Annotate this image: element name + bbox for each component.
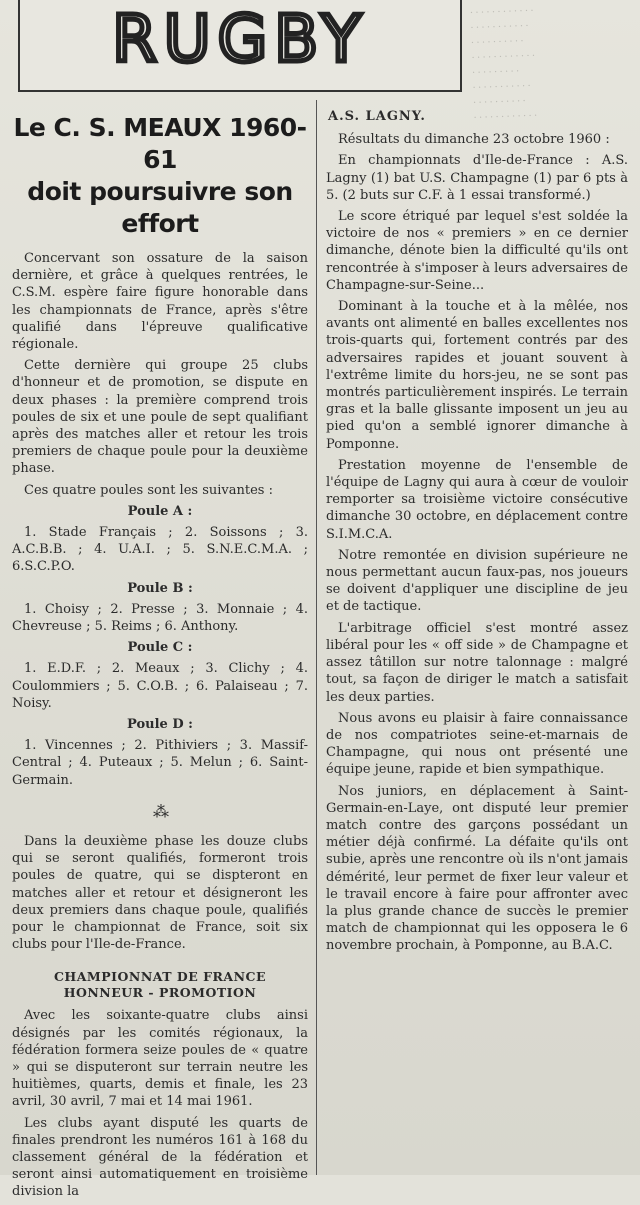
paragraph: Résultats du dimanche 23 octobre 1960 : (338, 132, 610, 148)
poule-d-title: Poule D : (127, 717, 193, 733)
article-lagny (326, 108, 628, 959)
poule-d-list: 1. Vincennes ; 2. Pithiviers ; 3. Massif-Central ; 4. Puteaux ; 5. Melun ; 6. Saint-Germain. (12, 738, 308, 788)
paragraph: Nos juniors, en déplacement à Saint-Germain-en-Laye, ont disputé leur premier match contre des garçons possédant un métier déjà confirmé. La défaite qu'ils ont subie, après une rencontre où ils n'ont jamais démérité, leur permet de fixer leur valeur et le travail encore à faire pour affronter avec la plus grande chance de succès le premier match de championnat qui les opposera le 6 novembre prochain, à Pomponne, au B.A.C. (326, 783, 628, 954)
paragraph: Ces quatre poules sont les suivantes : (24, 482, 273, 498)
section-heading-line-1: CHAMPIONNAT DE FRANCE (53, 969, 267, 985)
paragraph: Prestation moyenne de l'ensemble de l'équipe de Lagny qui aura à cœur de vouloir remporter sa troisième victoire consécutive dimanche 30 octobre, en déplacement contre S.I.M.C.A. (326, 457, 628, 542)
headline-line-1: Le C. S. MEAUX 1960-61 (13, 113, 307, 174)
paragraph: En championnats d'Ile-de-France : A.S. Lagny (1) bat U.S. Champagne (1) par 6 pts à 5. (2 buts sur C.F. à 1 essai transformé.) (326, 153, 628, 203)
headline-line-2: doit poursuivre son effort (27, 177, 293, 238)
poule-c-title: Poule C : (127, 640, 193, 656)
paragraph: Le score étriqué par lequel s'est soldée la victoire de nos « premiers » en ce dernier dimanche, dénote bien la difficulté qu'ils ont rencontrée à s'imposer à leurs adversaires de Champagne-sur-Seine... (326, 209, 628, 293)
paragraph: L'arbitrage officiel s'est montré assez libéral pour les « off side » de Champagne et assez tâtillon sur notre talonnage : malgré tout, sa façon de diriger le match a satisfait les deux parties. (326, 620, 628, 705)
paragraph: Dominant à la touche et à la mêlée, nos avants ont alimenté en balles excellentes nos trois-quarts qui, fortement contrés par des adversaires rapides et jouant souvent à l'extrême limite du hors-jeu, ne se sont pas montrés particulièrement inspirés. Le terrain gras et la balle glissante imposent un jeu au pied qu'on a semblé ignorer dimanche à Pomponne. (326, 299, 628, 452)
section-banner (18, 0, 462, 92)
poule-b-list: 1. Choisy ; 2. Presse ; 3. Monnaie ; 4. Chevreuse ; 5. Reims ; 6. Anthony. (12, 601, 308, 635)
column-divider (316, 100, 317, 1175)
paragraph: Avec les soixante-quatre clubs ainsi désignés par les comités régionaux, la fédération formera seize poules de « quatre » qui se disputeront sur terrain neutre les huitièmes, quarts, demis et finale, les 23 avril, 30 avril, 7 mai et 14 mai 1961. (12, 1008, 308, 1110)
poule-b-title: Poule B : (127, 580, 193, 596)
section-heading-line-2: HONNEUR - PROMOTION (63, 985, 257, 1001)
paragraph: Les clubs ayant disputé les quarts de finales prendront les numéros 161 à 168 du classement général de la fédération et seront ainsi automatiquement en troisième division la (12, 1115, 308, 1200)
paragraph: Concervant son ossature de la saison dernière, et grâce à quelques rentrées, le C.S.M. espère faire figure honorable dans les championnats de France, après s'être qualifié dans l'épreuve qualificative régionale. (12, 251, 308, 353)
asterism-divider: ⁂ (153, 801, 167, 821)
paragraph: Dans la deuxième phase les douze clubs qui se seront qualifiés, formeront trois poules de quatre, qui se dispteront en matches aller et retour et désigneront les deux premiers dans chaque poule, qualifiés pour le championnat de France, soit six clubs pour l'Ile-de-France. (12, 833, 308, 953)
section-heading (12, 969, 308, 1001)
bleed-through-text: . . . . . . . . . . . . . . . . . . . . . . . . . . . . . . . . . . . . . . . . . . . . . . . . . . . . . . . . . . . . . . . . . . . . . . . . . . . . . . . . . . . . . . . (469, 1, 538, 121)
poule-a-list: 1. Stade Français ; 2. Soissons ; 3. A.C.B.B. ; 4. U.A.I. ; 5. S.N.E.C.M.A. ; 6.S.C.P.O. (12, 525, 308, 575)
poule-a-title: Poule A : (127, 503, 193, 519)
paragraph: Notre remontée en division supérieure ne nous permettant aucun faux-pas, nos joueurs se doivent d'appliquer une discipline de jeu et de tactique. (326, 547, 628, 615)
club-heading: A.S. LAGNY. (328, 109, 426, 124)
article-headline (12, 112, 308, 240)
poule-c-list: 1. E.D.F. ; 2. Meaux ; 3. Clichy ; 4. Coulommiers ; 5. C.O.B. ; 6. Palaiseau ; 7. Noisy. (12, 661, 308, 711)
paragraph: Nous avons eu plaisir à faire connaissance de nos compatriotes seine-et-marnais de Champagne, qui nous ont présenté une équipe jeune, rapide et bien sympathique. (326, 710, 628, 778)
section-title: RUGBY (112, 3, 368, 77)
article-meaux (12, 112, 308, 1205)
paragraph: Cette dernière qui groupe 25 clubs d'honneur et de promotion, se dispute en deux phases : la première comprend trois poules de six et une poule de sept qualifiant après des matches aller et retour les trois premiers de chaque poule pour la deuxième phase. (12, 358, 308, 477)
